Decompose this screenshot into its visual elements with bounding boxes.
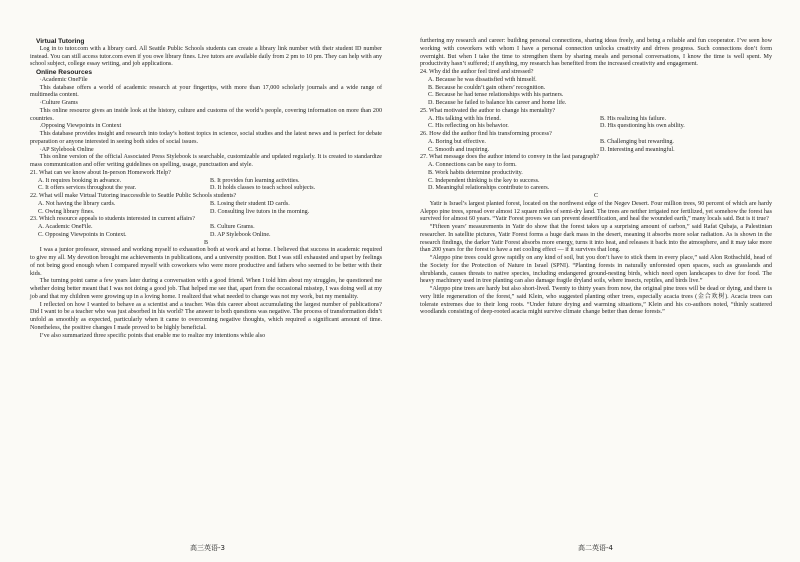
- page-footer-left: 高三英语-3: [190, 544, 225, 552]
- option-d[interactable]: D. AP Stylebook Online.: [210, 231, 271, 238]
- passage-b-paragraph: I’ve also summarized three specific points that enable me to realize my intentions while also: [39, 332, 266, 339]
- resource-text: This online version of the official Associated Press Stylebook is searchable, customizable and updated regularly. It is created to standardize mass communication and offer writing guidelines on spelling, usage, punctuation and style.: [30, 154, 382, 168]
- option-b[interactable]: B. Because he couldn’t gain others’ recognition.: [428, 84, 546, 91]
- option-c[interactable]: C. Smooth and inspiring.: [428, 146, 490, 153]
- tutoring-paragraph: Log in to tutor.com with a library card. All Seattle Public Schools students can create a library link number with their student ID number instead. You can still access tutor.com even if you owe library fines. Live tutors are available daily from 2 pm to 10 pm. They can help with any school subject, college essay writing, and job applications.: [30, 45, 382, 68]
- passage-b-continued: furthering my research and career: building personal connections, sharing ideas freely, and being a reliable and fun cooperator. I’ve seen how working with coworkers with whom I have a personal connection unlocks creativity and drives progress. Such connections don’t form overnight. But when I take the time to strengthen them by sharing meals and personal conversations, I know the time is well spent. My productivity hasn’t suffered; if anything, my research has benefited from the increased creativity and engagement.: [420, 38, 772, 68]
- question-26: 26. How did the author find his transforming process?: [420, 131, 552, 137]
- question-27-options: [420, 162, 772, 193]
- question-26-options: [420, 139, 772, 155]
- passage-c-paragraph: Yatir is Israel’s largest planted forest, located on the northwest edge of the Negev Desert. Four million trees, 90 percent of which are hardy Aleppo pine trees, spread over almost 12 square miles of semi-dry land. The trees are neither irrigated nor fertilized, yet somehow the forest has survived for almost 60 years. “Yatir Forest proves we can prevent desertification, and heal the wounded earth,” many locals said. But is it true?: [420, 200, 772, 223]
- resource-title: ·AP Stylebook Online: [39, 146, 94, 153]
- resource-text: This database offers a world of academic research at your fingertips, with more than 17,000 scholarly journals and a wide range of multimedia content.: [30, 84, 382, 99]
- option-c[interactable]: C. His reflecting on his behavior.: [428, 123, 509, 130]
- resource-title: ·Academic OneFile: [39, 76, 88, 83]
- option-d[interactable]: D. Interesting and meaningful.: [600, 146, 675, 153]
- option-a[interactable]: A. His talking with his friend.: [428, 115, 501, 122]
- question-27: 27. What message does the author intend to convey in the last paragraph?: [420, 154, 600, 161]
- resource-text: This database provides insight and research into today’s hottest topics in science, social studies and the latest news and is perfect for debate preparation or anyone interested in seeing both sides of social issues.: [30, 131, 382, 145]
- option-c[interactable]: C. Independent thinking is the key to success.: [428, 177, 540, 184]
- right-column: [420, 38, 772, 317]
- question-21: 21. What can we know about In-person Homework Help?: [30, 169, 171, 176]
- virtual-tutoring-heading: Virtual Tutoring: [35, 38, 85, 45]
- question-25: 25. What motivated the author to change his mentality?: [420, 107, 556, 114]
- option-a[interactable]: A. Academic OneFile.: [38, 224, 93, 230]
- option-b[interactable]: B. It provides fun learning activities.: [210, 177, 300, 184]
- question-25-options: [420, 116, 772, 132]
- option-c[interactable]: C. Opposing Viewpoints in Context.: [38, 231, 127, 238]
- option-d[interactable]: D. His questioning his own ability.: [600, 123, 685, 130]
- option-c[interactable]: C. Owing library fines.: [38, 208, 95, 215]
- question-23: 23. Which resource appeals to students interested in current affairs?: [30, 216, 195, 223]
- passage-b-paragraph: The turning point came a few years later during a conversation with a good friend. When I told him about my struggles, he questioned me whether doing better meant that I was not doing a good job. That helped me see that, apart from the occasional misstep, I was doing well at my job and that my children were growing up in a loving home. I realized that what needed to change was not my work, but my mentality.: [30, 278, 382, 300]
- option-a[interactable]: A. Connections can be easy to form.: [428, 162, 517, 168]
- option-d[interactable]: D. Consulting live tutors in the morning.: [210, 208, 310, 215]
- left-column: [30, 38, 382, 340]
- passage-c-paragraph: “Fifteen years’ measurements in Yatir do show that the forest takes up a surprising amount of carbon,” said Rafat Qubaja, a Palestinian researcher. In satellite pictures, Yatir Forest forms a huge dark mass in the desert, meaning it absorbs more solar radiation. As is shown in the research findings, the darker Yatir Forest absorbs more energy, turns it into heat, and releases it back into the atmosphere, and it may take more than 200 years for the forest to have a net cooling effect — if it survives that long.: [420, 224, 772, 254]
- option-a[interactable]: A. Because he was dissatisfied with himself.: [428, 76, 537, 83]
- passage-c-paragraph: “Aleppo pine trees are hardy but also short-lived. Twenty to thirty years from now, the original pine trees will be dead or dying, and there is very little regeneration of the forest,” said Klein, who suggested planting other trees, especially acacia trees (金合欢树). Acacia trees can tolerate extremes due to their long roots. “Under future drying and warming situations,” Klein and his co-authors noted, “thinly scattered woodlands consisting of deep-rooted acacia might survive climate change better than dense forests.”: [420, 286, 772, 316]
- option-a[interactable]: A. Not having the library cards.: [38, 200, 116, 207]
- option-a[interactable]: A. Boring but effective.: [428, 138, 486, 145]
- option-d[interactable]: D. Meaningful relationships contribute to careers.: [428, 185, 550, 192]
- section-c-label: C: [593, 193, 599, 199]
- option-a[interactable]: A. It requires booking in advance.: [38, 177, 122, 184]
- resource-text: This online resource gives an inside look at the history, culture and customs of the world’s people, covering information on more than 200 countries.: [30, 107, 382, 122]
- passage-c-paragraph: “Aleppo pine trees could grow rapidly on any kind of soil, but you don’t have to stick them in every place,” said Alon Rothschild, head of the Society for the Protection of Nature in Israel (SPNI). “Planting forests in naturally unforested open spaces, such as grasslands and shrublands, causes threats to native species, including endangered ground-nesting birds, which need open landscapes to dive for food. The heavy machinery used in tree planting can also damage fragile dryland soils, where insects, reptiles, and birds live.”: [420, 255, 772, 285]
- option-b[interactable]: B. Challenging but rewarding.: [600, 138, 674, 145]
- option-b[interactable]: B. Culture Grams.: [210, 224, 255, 230]
- option-d[interactable]: D. It holds classes to teach school subjects.: [210, 185, 316, 192]
- section-b-label: B: [203, 239, 209, 246]
- question-24: 24. Why did the author feel tired and stressed?: [420, 69, 534, 75]
- question-24-options: [420, 77, 772, 108]
- page-footer-right: 高二英语-4: [578, 544, 613, 552]
- option-b[interactable]: B. Work habits determine productivity.: [428, 169, 523, 176]
- option-d[interactable]: D. Because he failed to balance his career and home life.: [428, 100, 567, 106]
- passage-b-paragraph: I was a junior professor, stressed and working myself to exhaustion both at work and at home. I believed that success in academic required to give my all. My devotion brought me achievements in publications, and a university position. But I was still exhausted and upset by feelings of not being good enough when I compared myself with coworkers who were more productive and fathers who seemed to be better with their kids.: [30, 247, 382, 277]
- question-21-options: [30, 178, 382, 194]
- option-c[interactable]: C. Because he had tense relationships with his partners.: [428, 92, 564, 99]
- option-b[interactable]: B. Losing their student ID cards.: [210, 200, 290, 207]
- option-c[interactable]: C. It offers services throughout the year.: [38, 185, 137, 192]
- passage-b-paragraph: I reflected on how I wanted to behave as a scientist and a teacher. Was this career about accumulating the largest number of publications? Did I want to be a teacher who was just absorbed in his world? The answer to both questions was negative. The process of transformation didn’t unfold as smoothly as expected, particularly when it came to overcoming negative thoughts, which required a significant amount of time. Nonetheless, the positive changes I made proved to be highly beneficial.: [30, 301, 382, 331]
- question-22: 22. What will make Virtual Tutoring inaccessible to Seattle Public Schools students?: [30, 193, 237, 199]
- resource-title: .Opposing Viewpoints in Context: [39, 123, 122, 130]
- question-22-options: [30, 201, 382, 217]
- online-resources-heading: Online Resources: [35, 69, 93, 76]
- question-23-options: [30, 224, 382, 240]
- resource-title: ·Culture Grams: [39, 100, 78, 106]
- option-b[interactable]: B. His realizing his failure.: [600, 115, 666, 122]
